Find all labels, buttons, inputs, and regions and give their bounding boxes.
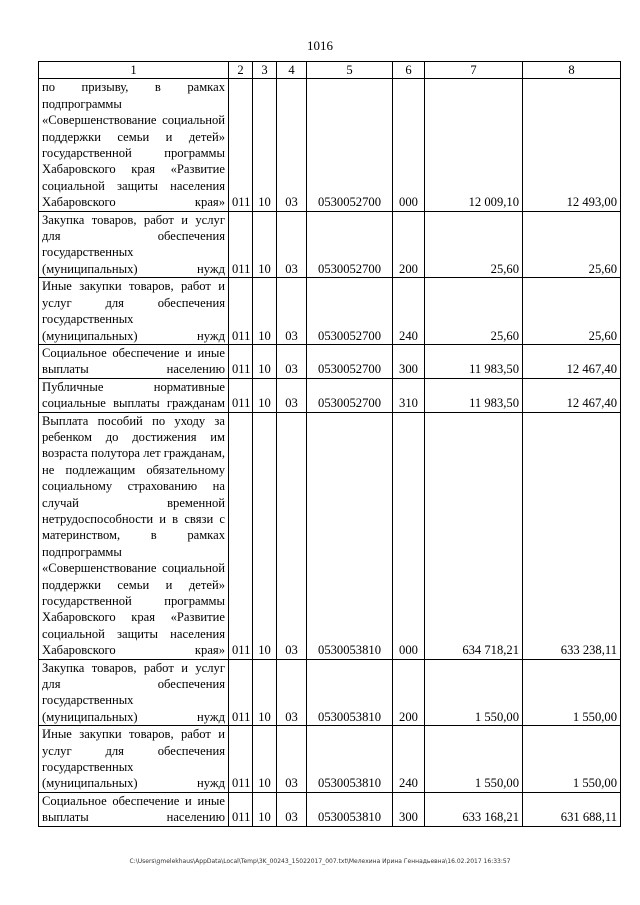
amount-year-1: 25,60	[425, 211, 523, 278]
code-subsection: 03	[277, 79, 307, 211]
code-chapter: 011	[229, 278, 253, 345]
row-description: Социальное обеспечение и иные выплаты населению	[39, 792, 229, 826]
code-expense-type: 000	[393, 412, 425, 659]
code-section: 10	[253, 79, 277, 211]
code-section: 10	[253, 659, 277, 726]
row-description: Иные закупки товаров, работ и услуг для обеспечения государственных (муниципальных) нужд	[39, 278, 229, 345]
amount-year-1: 12 009,10	[425, 79, 523, 211]
column-header: 3	[253, 62, 277, 79]
table-header-row	[39, 62, 621, 79]
code-section: 10	[253, 278, 277, 345]
code-target-article: 0530053810	[307, 726, 393, 793]
table-row	[39, 726, 621, 793]
column-header: 6	[393, 62, 425, 79]
code-chapter: 011	[229, 79, 253, 211]
table-row	[39, 278, 621, 345]
column-header: 8	[523, 62, 621, 79]
code-chapter: 011	[229, 726, 253, 793]
row-description: Иные закупки товаров, работ и услуг для обеспечения государственных (муниципальных) нужд	[39, 726, 229, 793]
column-header: 2	[229, 62, 253, 79]
code-section: 10	[253, 792, 277, 826]
code-target-article: 0530052700	[307, 344, 393, 378]
amount-year-1: 634 718,21	[425, 412, 523, 659]
code-target-article: 0530052700	[307, 211, 393, 278]
column-header: 4	[277, 62, 307, 79]
column-header: 7	[425, 62, 523, 79]
code-subsection: 03	[277, 659, 307, 726]
code-subsection: 03	[277, 378, 307, 412]
amount-year-2: 1 550,00	[523, 659, 621, 726]
code-target-article: 0530052700	[307, 378, 393, 412]
file-path-footer: C:\Users\gmelekhaus\AppData\Local\Temp\3K_00243_15022017_007.txt\Мелехина Ирина Геннадьевна\16.02.2017 16:33:57	[129, 858, 511, 865]
table-row	[39, 344, 621, 378]
column-header: 5	[307, 62, 393, 79]
amount-year-1: 11 983,50	[425, 378, 523, 412]
table-row	[39, 792, 621, 826]
code-target-article: 0530052700	[307, 278, 393, 345]
code-section: 10	[253, 344, 277, 378]
code-chapter: 011	[229, 344, 253, 378]
code-chapter: 011	[229, 659, 253, 726]
amount-year-1: 633 168,21	[425, 792, 523, 826]
amount-year-1: 25,60	[425, 278, 523, 345]
row-description: Социальное обеспечение и иные выплаты населению	[39, 344, 229, 378]
code-expense-type: 300	[393, 344, 425, 378]
code-chapter: 011	[229, 792, 253, 826]
budget-table	[38, 61, 621, 827]
amount-year-2: 633 238,11	[523, 412, 621, 659]
code-expense-type: 240	[393, 278, 425, 345]
amount-year-2: 631 688,11	[523, 792, 621, 826]
code-section: 10	[253, 412, 277, 659]
table-row	[39, 79, 621, 211]
code-subsection: 03	[277, 412, 307, 659]
code-chapter: 011	[229, 211, 253, 278]
table-row	[39, 659, 621, 726]
table-row	[39, 211, 621, 278]
code-section: 10	[253, 378, 277, 412]
table-row	[39, 412, 621, 659]
row-description: Выплата пособий по уходу за ребенком до достижения им возраста полутора лет гражданам, не подлежащим обязательному социальному страхованию на случай временной нетрудоспособности и в связи с материнством, в рамках подпрограммы «Совершенствование социальной поддержки семьи и детей» государственной программы Хабаровского края «Развитие социальной защиты населения Хабаровского края»	[39, 412, 229, 659]
amount-year-2: 25,60	[523, 211, 621, 278]
code-chapter: 011	[229, 378, 253, 412]
amount-year-2: 12 493,00	[523, 79, 621, 211]
amount-year-1: 11 983,50	[425, 344, 523, 378]
code-section: 10	[253, 211, 277, 278]
code-target-article: 0530052700	[307, 79, 393, 211]
code-subsection: 03	[277, 211, 307, 278]
table-row	[39, 378, 621, 412]
code-expense-type: 000	[393, 79, 425, 211]
row-description: Закупка товаров, работ и услуг для обеспечения государственных (муниципальных) нужд	[39, 659, 229, 726]
code-expense-type: 240	[393, 726, 425, 793]
code-section: 10	[253, 726, 277, 793]
row-description: по призыву, в рамках подпрограммы «Совершенствование социальной поддержки семьи и детей» государственной программы Хабаровского края «Развитие социальной защиты населения Хабаровского края»	[39, 79, 229, 211]
code-expense-type: 310	[393, 378, 425, 412]
amount-year-2: 12 467,40	[523, 344, 621, 378]
code-subsection: 03	[277, 344, 307, 378]
amount-year-1: 1 550,00	[425, 659, 523, 726]
code-subsection: 03	[277, 278, 307, 345]
amount-year-1: 1 550,00	[425, 726, 523, 793]
code-target-article: 0530053810	[307, 412, 393, 659]
row-description: Закупка товаров, работ и услуг для обеспечения государственных (муниципальных) нужд	[39, 211, 229, 278]
amount-year-2: 1 550,00	[523, 726, 621, 793]
page-number: 1016	[307, 38, 333, 53]
table-body	[39, 79, 621, 826]
amount-year-2: 25,60	[523, 278, 621, 345]
amount-year-2: 12 467,40	[523, 378, 621, 412]
code-subsection: 03	[277, 792, 307, 826]
code-chapter: 011	[229, 412, 253, 659]
row-description: Публичные нормативные социальные выплаты гражданам	[39, 378, 229, 412]
code-target-article: 0530053810	[307, 792, 393, 826]
code-target-article: 0530053810	[307, 659, 393, 726]
code-subsection: 03	[277, 726, 307, 793]
column-header: 1	[39, 62, 229, 79]
code-expense-type: 300	[393, 792, 425, 826]
code-expense-type: 200	[393, 211, 425, 278]
code-expense-type: 200	[393, 659, 425, 726]
